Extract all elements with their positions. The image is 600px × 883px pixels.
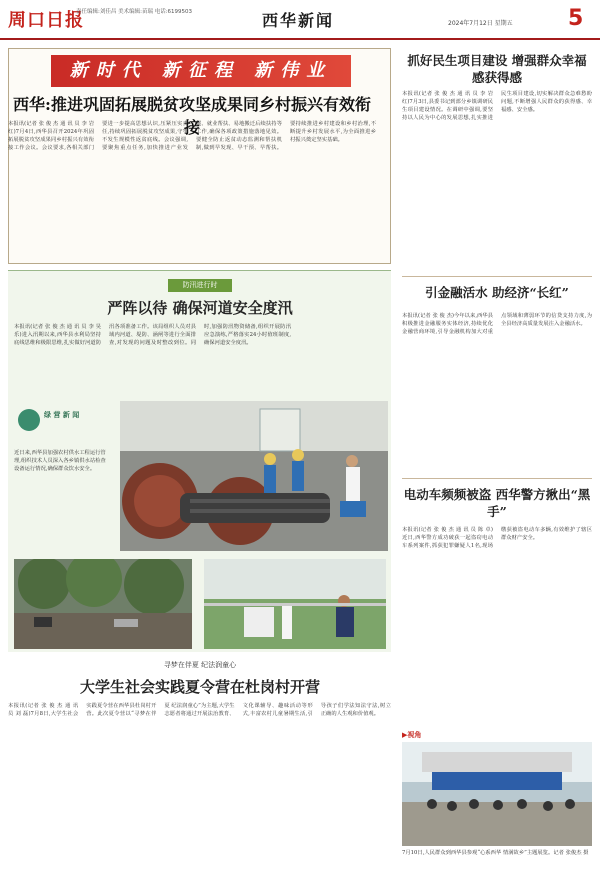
logo-mark-icon xyxy=(18,409,40,431)
right-body-1: 本报讯(记者 张 俊 杰 通 讯 员 李 岩 红)7月3日,县委书记到部分乡镇调研民生项目建设情况。在调研中强调,要坚持以人民为中心的发展思想,扎实推进民生项目建设,切实解决群众急难愁盼问题,不断增强人民群众的获得感、幸福感、安全感。 xyxy=(402,91,592,121)
bottom-kicker: 寻梦在伴夏 纪法润童心 xyxy=(163,661,237,669)
lead-headline: 西华:推进巩固拓展脱贫攻坚成果同乡村振兴有效衔接 xyxy=(13,95,371,137)
flood-headline: 严阵以待 确保河道安全度汛 xyxy=(107,299,293,317)
column-divider xyxy=(402,276,592,277)
flood-section xyxy=(8,270,391,652)
bottom-headline: 大学生社会实践夏令营在杜岗村开营 xyxy=(79,678,320,696)
exhibition-photo xyxy=(402,742,592,846)
right-body-3: 本报讯(记者 张 俊 杰 通 讯 员 陈 卓)近日,西华警方成功破获一起盗窃电动车系列案件,抓获犯罪嫌疑人1名,现场缴获被盗电动车多辆,有效维护了辖区群众财产安全。 xyxy=(402,527,592,549)
pump-station-photo xyxy=(120,401,388,551)
newspaper-logo: 周口日报 xyxy=(8,10,84,31)
right-body-2: 本报讯(记者 张 俊 杰)今年以来,西华县积极推进金融服务实体经济,持续优化金融营商环境,引导金融机构加大对重点领域和薄弱环节的信贷支持力度,为全县经济高质量发展注入金融活水。 xyxy=(402,313,592,335)
right-headline-3: 电动车频频被盗 西华警方揪出“黑手” xyxy=(403,487,591,519)
river-photo xyxy=(14,559,192,649)
editor-info: 责任编辑:刘佳昌 美术编辑:苗瑞 电话:6199503 xyxy=(76,9,193,15)
section-tag: 防汛进行时 xyxy=(168,279,232,292)
page-number: 5 xyxy=(568,6,584,31)
section-title: 西华新闻 xyxy=(262,11,335,30)
column-divider xyxy=(402,478,592,479)
side-logo xyxy=(14,401,106,441)
side-logo-label: 绿 营 新 闻 xyxy=(44,411,80,419)
bottom-body: 本报讯(记者 张 俊 杰 通 讯 员 刘 磊)7月8日,大学生社会实践夏令营在西华县杜岗村开营。此次夏令营以“寻梦在伴夏 纪法润童心”为主题,大学生志愿者将通过开展法治教育、文化课辅导、趣味活动等形式,丰富农村儿童暑期生活,引导孩子们学法知法守法,树立正确的人生观和价值观。 xyxy=(8,703,391,717)
lead-body: 本报讯(记者 张 俊 杰 通 讯 员 李 岩 红)7月4日,西华县召开2024年巩固拓展脱贫攻坚成果同乡村振兴有效衔接工作会议。会议要求,各相关部门要进一步提高思想认识,压紧压实责任,持续巩固拓展脱贫攻坚成果,守牢不发生规模性返贫底线。会议强调,要聚焦重点任务,加快推进产业发展、就业帮扶、易地搬迁后续扶持等工作,确保各项政策措施落地见效。要健全防止返贫动态监测和帮扶机制,做到早发现、早干预、早帮扶。要持续推进乡村建设和乡村治理,不断提升乡村发展水平,为全面推进乡村振兴奠定坚实基础。 xyxy=(8,121,376,151)
page-header xyxy=(0,0,600,40)
side-text: 近日来,西华县加强农村供水工程运行管理,组织技术人员深入各乡镇供水站检查设备运行情况,确保群众饮水安全。 xyxy=(14,450,106,472)
inspection-photo xyxy=(204,559,386,649)
picture-caption: 7月10日,人民群众到西华县参观“心系西华 情满故乡”主题展览。记者 张俊杰 摄 xyxy=(402,850,589,856)
slogan-banner: 新时代 新征程 新伟业 xyxy=(51,55,351,87)
right-headline-1: 抓好民生项目建设 增强群众幸福感获得感 xyxy=(407,53,587,85)
issue-date: 2024年7月12日 星期五 xyxy=(448,20,513,27)
right-headline-2: 引金融活水 助经济“长红” xyxy=(425,285,569,300)
flood-body: 本报讯(记者 张 俊 杰 通 讯 员 李 昊 乐)进入汛期以来,西华县水利局坚持底线思维和极限思维,扎实做好河道防汛各项准备工作。该局组织人员对县域内河道、堤防、涵闸等进行全面排查,对发现的问题及时整改到位。同时,加强防汛物资储备,组织开展防汛应急演练,严格落实24小时值班制度,确保河道安全度汛。 xyxy=(14,324,291,346)
picture-label: ▶视角 xyxy=(402,731,422,739)
